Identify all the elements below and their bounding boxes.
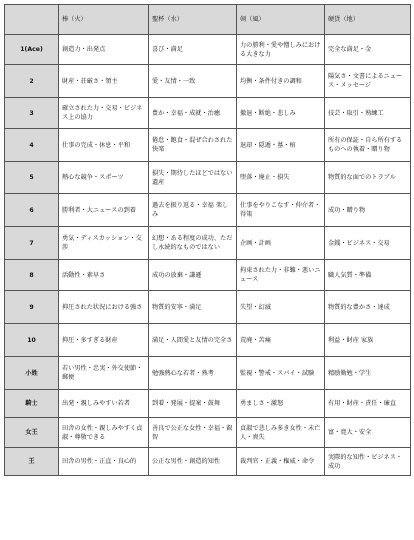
table-row: [5, 65, 411, 98]
cups-cell: 過去を振り返る・幸福 楽しみ: [149, 194, 237, 227]
pentacles-cell: 所有の保証・自ら所有するものへの執着・贈り物: [325, 129, 411, 162]
swords-cell: 撤退・断絶・悲しみ: [237, 98, 325, 129]
pentacles-cell: 富・寛大・安全: [325, 418, 411, 448]
row-rank-label: 8: [5, 260, 59, 291]
table-row: [5, 357, 411, 390]
swords-cell: 堕落・廃止・損失: [237, 162, 325, 194]
cups-cell: 損失・期待したほどではない遺産: [149, 162, 237, 194]
tarot-meaning-table: [4, 4, 411, 476]
table-row: [5, 324, 411, 357]
swords-cell: 勇ましさ・激怒: [237, 390, 325, 418]
cups-cell: 到着・発展・提案・鼓舞: [149, 390, 237, 418]
row-rank-label: 9: [5, 291, 59, 324]
table-row: [5, 98, 411, 129]
swords-cell: 退却・隠遁・墓・棺: [237, 129, 325, 162]
header-corner-cell: [5, 5, 59, 35]
wands-cell: 若い男性・忠実・外交使節・郵便: [59, 357, 149, 390]
wands-cell: 財産・荘厳さ・領主: [59, 65, 149, 98]
wands-cell: 創造力・出発点: [59, 35, 149, 65]
pentacles-cell: 精励勤勉・学生: [325, 357, 411, 390]
row-rank-label: 5: [5, 162, 59, 194]
swords-cell: 均衡・条件付きの調和: [237, 65, 325, 98]
row-rank-label: 3: [5, 98, 59, 129]
row-rank-label: 小姓: [5, 357, 59, 390]
table-row: [5, 162, 411, 194]
row-rank-label: 女王: [5, 418, 59, 448]
wands-cell: 抑圧された状況における強さ: [59, 291, 149, 324]
wands-cell: 抑圧・多すぎる財産: [59, 324, 149, 357]
pentacles-cell: 利益・財産 家族: [325, 324, 411, 357]
wands-cell: 勝利者・大ニュースの到着: [59, 194, 149, 227]
header-pentacles: 硬貨（地）: [325, 5, 411, 35]
cups-cell: 豊か・幸福・成就・治癒: [149, 98, 237, 129]
header-cups: 聖杯（水）: [149, 5, 237, 35]
table-header: [5, 5, 411, 35]
header-row: [5, 5, 411, 35]
pentacles-cell: 完全な満足・金: [325, 35, 411, 65]
swords-cell: 拘束された力・非難・悪いニュース: [237, 260, 325, 291]
row-rank-label: 7: [5, 227, 59, 260]
table-body: [5, 35, 411, 476]
table-row: [5, 291, 411, 324]
pentacles-cell: 金銭・ビジネス・交易: [325, 227, 411, 260]
swords-cell: 裁判官・正義・権威・命令: [237, 448, 325, 476]
cups-cell: 幻想・ある程度の成功、ただし永続的なものではない: [149, 227, 237, 260]
row-rank-label: 王: [5, 448, 59, 476]
swords-cell: 監視・警戒・スパイ・試験: [237, 357, 325, 390]
pentacles-cell: 職人気質・準備: [325, 260, 411, 291]
wands-cell: 活動性・素早さ: [59, 260, 149, 291]
table-row: [5, 35, 411, 65]
table-row: [5, 418, 411, 448]
header-swords: 剣（風）: [237, 5, 325, 35]
table-row: [5, 260, 411, 291]
cups-cell: 成功の放棄・謙遜: [149, 260, 237, 291]
wands-cell: 仕事の完成・休息・平和: [59, 129, 149, 162]
cups-cell: 愛・友情・一致: [149, 65, 237, 98]
row-rank-label: 10: [5, 324, 59, 357]
pentacles-cell: 陽気さ・文書によるニュース・メッセージ: [325, 65, 411, 98]
table-row: [5, 448, 411, 476]
cups-cell: 満足・人間愛と友情の完全さ: [149, 324, 237, 357]
pentacles-cell: 成功・贈り物: [325, 194, 411, 227]
pentacles-cell: 物質的な面でのトラブル: [325, 162, 411, 194]
pentacles-cell: 有用・財産・責任・廉直: [325, 390, 411, 418]
wands-cell: 熱心な競争・スポーツ: [59, 162, 149, 194]
swords-cell: 荒廃・苦痛: [237, 324, 325, 357]
swords-cell: 企画・計画: [237, 227, 325, 260]
cups-cell: 物質的安寧・満足: [149, 291, 237, 324]
row-rank-label: 4: [5, 129, 59, 162]
wands-cell: 田舎の男性・正直・良心的: [59, 448, 149, 476]
cups-cell: 善良で公正な女性・幸福・叡智: [149, 418, 237, 448]
cups-cell: 勉強熱心な若者・熟考: [149, 357, 237, 390]
cups-cell: 公正な男性・創造的知性: [149, 448, 237, 476]
pentacles-cell: 物質的な豊かさ・達成: [325, 291, 411, 324]
row-rank-label: 騎士: [5, 390, 59, 418]
cups-cell: 喜び・満足: [149, 35, 237, 65]
pentacles-cell: 技芸・取引・熟練工: [325, 98, 411, 129]
table-row: [5, 194, 411, 227]
table-row: [5, 129, 411, 162]
row-rank-label: 2: [5, 65, 59, 98]
swords-cell: 仕事をやりこなす・仲介者・得策: [237, 194, 325, 227]
swords-cell: 失望・幻滅: [237, 291, 325, 324]
row-rank-label: 1(Ace): [5, 35, 59, 65]
table-row: [5, 390, 411, 418]
wands-cell: 出発・親しみやすい若者: [59, 390, 149, 418]
row-rank-label: 6: [5, 194, 59, 227]
wands-cell: 勇気・ディスカッション・交渉: [59, 227, 149, 260]
pentacles-cell: 実際的な知性・ビジネス・成功: [325, 448, 411, 476]
wands-cell: 田舎の女性・親しみやすく貞淑・尊敬できる: [59, 418, 149, 448]
swords-cell: 力の勝利・愛や憎しみにおける大きな力: [237, 35, 325, 65]
cups-cell: 倦怠・飽食・混ぜ合わされた快楽: [149, 129, 237, 162]
header-wands: 棒（火）: [59, 5, 149, 35]
swords-cell: 貞淑で悲しみ多き女性・未亡人・喪失: [237, 418, 325, 448]
table-row: [5, 227, 411, 260]
wands-cell: 確立された力・交易・ビジネス上の協力: [59, 98, 149, 129]
